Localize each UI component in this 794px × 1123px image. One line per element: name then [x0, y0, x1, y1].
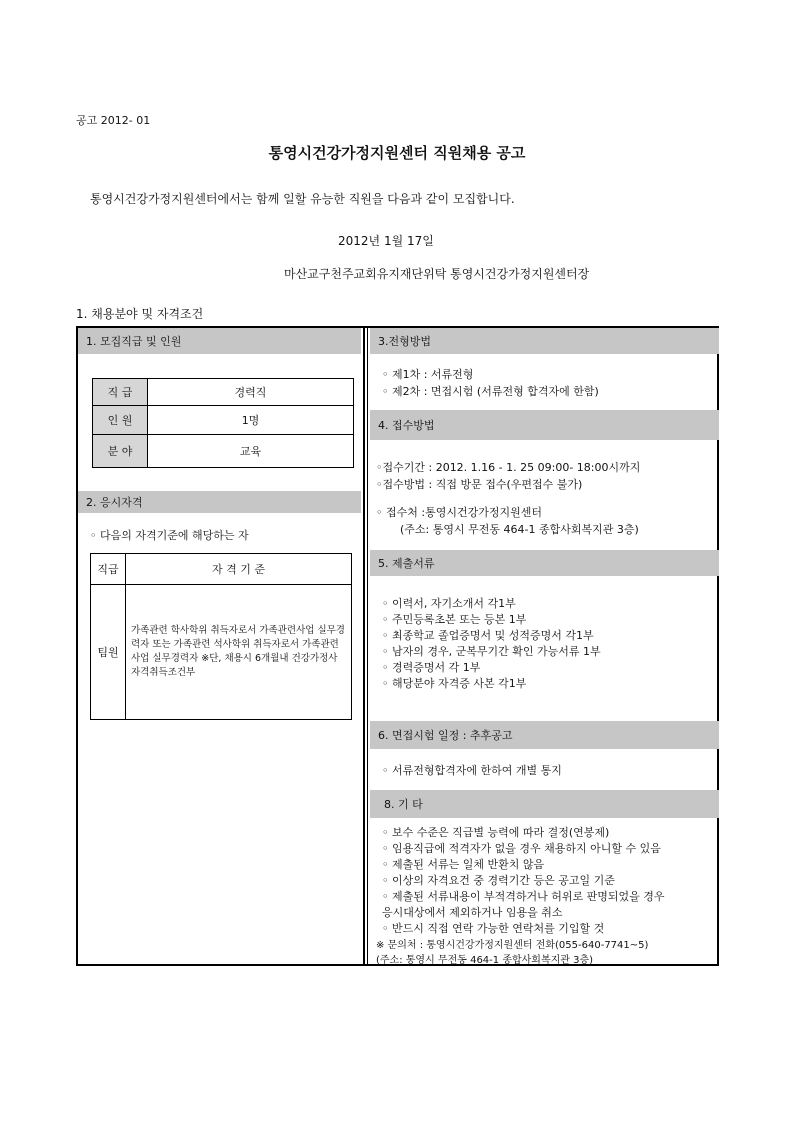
etc-item: ◦ 제출된 서류는 일체 반환치 않음	[382, 858, 545, 871]
table-header-cell: 직급	[91, 554, 126, 585]
interview-line: ◦ 서류전형합격자에 한하여 개별 통지	[382, 764, 562, 777]
table-header-cell: 자 격 기 준	[126, 554, 352, 585]
apply-line: ◦접수기간 : 2012. 1.16 - 1. 25 09:00- 18:00시까지	[376, 461, 641, 474]
qualification-text: 가족관련 학사학위 취득자로서 가족관련사업 실무경력자 또는 가족관련 석사학위 취득자로서 가족관련사업 실무경력자 ※단, 채용시 6개월내 건강가정사 자격취득조건부	[126, 585, 352, 720]
issuer: 마산교구천주교회유지재단위탁 통영시건강가정지원센터장	[284, 267, 590, 281]
recruit-header: 1. 모집직급 및 인원	[78, 328, 361, 354]
etc-item: ◦ 반드시 직접 연락 가능한 연락처를 기입할 것	[382, 922, 605, 935]
qualification-header: 2. 응시자격	[78, 491, 361, 513]
apply-place: ◦ 접수처 :통영시건강가정지원센터	[376, 506, 542, 519]
recruit-details-box	[76, 326, 719, 966]
intro-text: 통영시건강가정지원센터에서는 함께 일할 유능한 직원을 다음과 같이 모집합니다.	[90, 192, 515, 206]
apply-line: ◦접수방법 : 직접 방문 접수(우편접수 불가)	[376, 478, 583, 491]
table-row	[93, 435, 354, 468]
apply-header: 4. 접수방법	[370, 410, 719, 440]
document-item: ◦ 해당분야 자격증 사본 각1부	[382, 677, 527, 690]
table-key: 인 원	[93, 406, 148, 435]
document-item: ◦ 남자의 경우, 군복무기간 확인 가능서류 1부	[382, 645, 601, 658]
apply-address: (주소: 통영시 무전동 464-1 종합사회복지관 3층)	[400, 523, 639, 536]
documents-header: 5. 제출서류	[370, 550, 719, 576]
column-divider	[367, 328, 368, 964]
table-row	[93, 379, 354, 406]
recruit-table	[92, 378, 354, 468]
interview-header: 6. 면접시험 일정 : 추후공고	[370, 721, 719, 749]
method-line: ◦ 제2차 : 면접시험 (서류전형 합격자에 한함)	[382, 385, 599, 398]
page-title: 통영시건강가정지원센터 직원채용 공고	[268, 144, 526, 162]
etc-header: 8. 기 타	[370, 790, 719, 818]
etc-item: ◦ 제출된 서류내용이 부적격하거나 허위로 판명되었을 경우	[382, 890, 665, 903]
qualification-intro: ◦ 다음의 자격기준에 해당하는 자	[90, 529, 249, 542]
contact-info: ※ 문의처 : 통영시건강가정지원센터 전화(055-640-7741~5)	[376, 940, 649, 951]
document-item: ◦ 최종학교 졸업증명서 및 성적증명서 각1부	[382, 629, 594, 642]
document-item: ◦ 경력증명서 각 1부	[382, 661, 481, 674]
document-item: ◦ 주민등록초본 또는 등본 1부	[382, 613, 527, 626]
table-row	[93, 406, 354, 435]
table-key: 분 야	[93, 435, 148, 468]
notice-number: 공고 2012- 01	[76, 114, 151, 127]
etc-item: ◦ 이상의 자격요건 중 경력기간 등은 공고일 기준	[382, 874, 615, 887]
etc-item: 응시대상에서 제외하거나 임용을 취소	[382, 906, 563, 919]
table-value: 1명	[148, 406, 354, 435]
method-line: ◦ 제1차 : 서류전형	[382, 368, 474, 381]
contact-address: (주소: 통영시 무전동 464-1 종합사회복지관 3층)	[376, 955, 594, 966]
document-item: ◦ 이력서, 자기소개서 각1부	[382, 597, 516, 610]
table-key: 팀원	[91, 585, 126, 720]
table-value: 교육	[148, 435, 354, 468]
table-row	[91, 554, 352, 585]
method-header: 3.전형방법	[370, 328, 719, 354]
etc-item: ◦ 임용직급에 적격자가 없을 경우 채용하지 아니할 수 있음	[382, 842, 661, 855]
qualification-table	[90, 553, 352, 720]
table-key: 직 급	[93, 379, 148, 406]
section-title: 1. 채용분야 및 자격조건	[76, 307, 204, 321]
table-row	[91, 585, 352, 720]
table-value: 경력직	[148, 379, 354, 406]
etc-item: ◦ 보수 수준은 직급별 능력에 따라 결정(연봉제)	[382, 826, 610, 839]
notice-date: 2012년 1월 17일	[338, 234, 434, 248]
column-divider	[363, 328, 365, 964]
